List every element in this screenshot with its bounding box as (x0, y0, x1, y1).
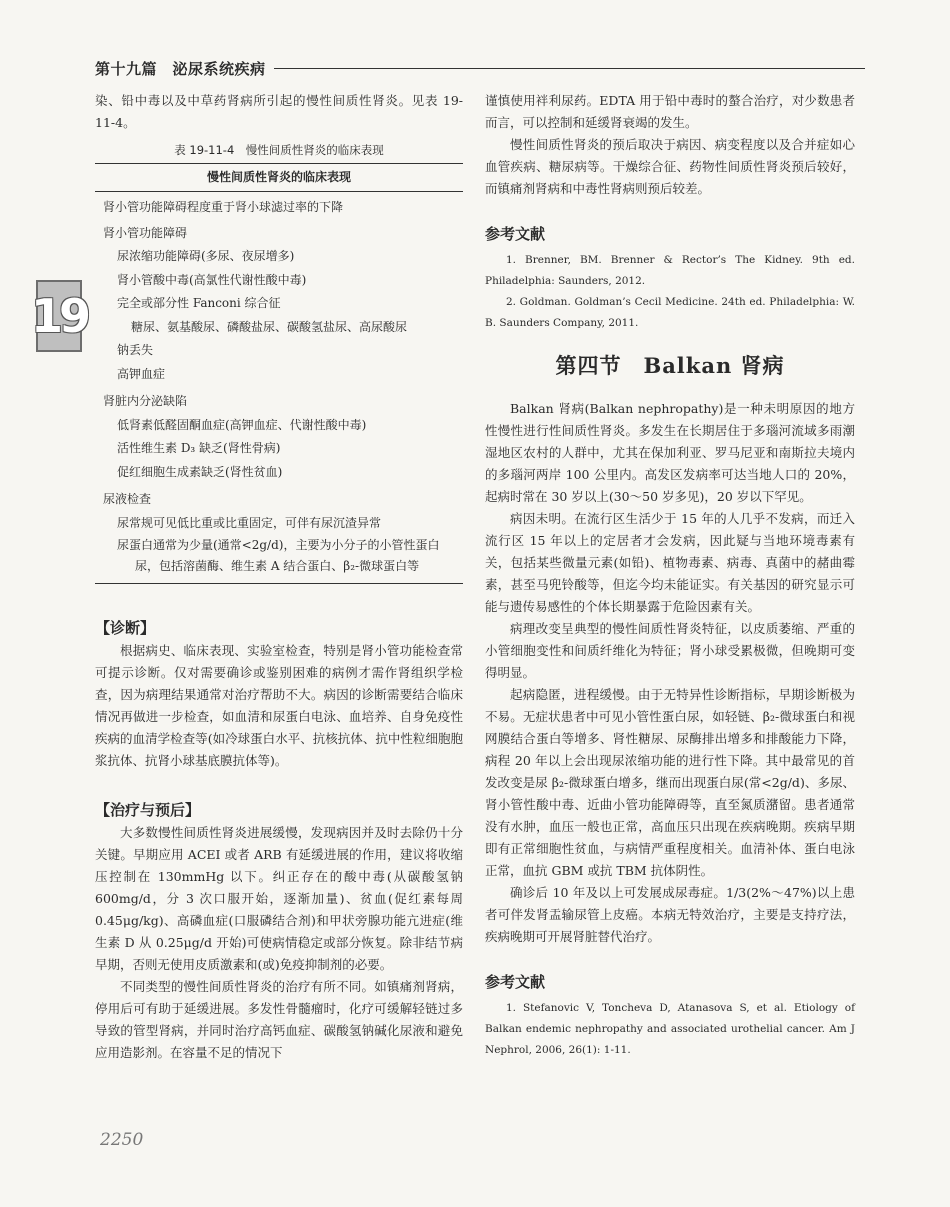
body-paragraph: 起病隐匿，进程缓慢。由于无特异性诊断指标，早期诊断极为不易。无症状患者中可见小管性蛋白尿，如轻链、β₂-微球蛋白和视网膜结合蛋白等增多、肾性糖尿、尿酶排出增多和排酸能力下降，病程 20 年以上会出现尿浓缩功能的进行性下降。其中最常见的首发改变是尿 β₂-微球蛋白增多，继而出现蛋白尿(常<2g/d)、多尿、肾小管性酸中毒、近曲小管功能障碍等，直至氮质潴留。患者通常没有水肿，血压一般也正常，高血压只出现在疾病晚期。疾病早期即有正常细胞性贫血，与病情严重程度相关。血清补体、蛋白电泳正常，血抗 GBM 或抗 TBM 抗体阴性。 (485, 687, 855, 878)
body-paragraph: 病理改变呈典型的慢性间质性肾炎特征，以皮质萎缩、严重的小管细胞变性和间质纤维化为特征；肾小球受累极微，但晚期可变得明显。 (485, 621, 855, 680)
treatment-paragraph: 不同类型的慢性间质性肾炎的治疗有所不同。如镇痛剂肾病，停用后可有助于延缓进展。多发性骨髓瘤时，化疗可缓解轻链过多导致的管型肾病，并同时治疗高钙血症、碳酸氢钠碱化尿液和避免应用造影剂。在容量不足的情况下 (95, 979, 463, 1060)
continued-paragraph: 谨慎使用袢利尿药。EDTA 用于铅中毒时的螯合治疗，对少数患者而言，可以控制和延缓肾衰竭的发生。 (485, 93, 855, 130)
section-title: 第四节 Balkan 肾病 (555, 353, 785, 378)
table-row (95, 535, 463, 577)
table-caption: 表 19-11-4 慢性间质性肾炎的临床表现 (174, 143, 384, 157)
references-heading: 参考文献 (485, 973, 546, 991)
clinical-table (95, 163, 463, 584)
table-row: 肾小管功能障碍程度重于肾小球滤过率的下降 (103, 200, 344, 214)
table-row: 尿浓缩功能障碍(多尿、夜尿增多) (117, 249, 295, 263)
table-row: 高钾血症 (117, 366, 166, 381)
left-column (95, 90, 463, 1064)
right-column (485, 90, 855, 1061)
body-paragraph: Balkan 肾病(Balkan nephropathy)是一种未明原因的地方性慢性进行性间质性肾炎。多发生在长期居住于多瑙河流域多雨潮湿地区农村的人群中，尤其在保加利亚、罗马尼亚和南斯拉夫境内的多瑙河两岸 100 公里内。高发区发病率可达当地人口的 20%，起病时常在 30 岁以上(30～50 岁多见)，20 岁以下罕见。 (485, 401, 855, 504)
table-row: 肾小管功能障碍 (103, 225, 188, 240)
page-number: 2250 (100, 1130, 144, 1150)
table-row: 低肾素低醛固酮血症(高钾血症、代谢性酸中毒) (117, 417, 367, 432)
diagnosis-paragraph: 根据病史、临床表现、实验室检查，特别是肾小管功能检查常可提示诊断。仅对需要确诊或鉴别困难的病例才需作肾组织学检查，因为病理结果通常对治疗帮助不大。病因的诊断需要结合临床情况再做进一步检查，如血清和尿蛋白电泳、血培养、自身免疫性疾病的血清学检查等(如冷球蛋白水平、抗核抗体、抗中性粒细胞胞浆抗体、抗肾小球基底膜抗体等)。 (95, 643, 463, 768)
references-heading: 参考文献 (485, 225, 546, 243)
header-title: 第十九篇 泌尿系统疾病 (95, 60, 266, 78)
table-row: 完全或部分性 Fanconi 综合征 (117, 296, 281, 310)
diagnosis-heading: 【诊断】 (95, 619, 156, 637)
table-row: 尿常规可见低比重或比重固定，可伴有尿沉渣异常 (117, 515, 382, 530)
treatment-heading: 【治疗与预后】 (95, 801, 201, 819)
table-row: 肾小管酸中毒(高氯性代谢性酸中毒) (117, 272, 307, 287)
table-row: 糖尿、氨基酸尿、磷酸盐尿、碳酸氢盐尿、高尿酸尿 (131, 319, 408, 334)
reference-item: 2. Goldman. Goldman’s Cecil Medicine. 24th ed. Philadelphia: W. B. Saunders Company, 2011. (485, 296, 855, 329)
table-header: 慢性间质性肾炎的临床表现 (95, 164, 463, 192)
treatment-paragraph: 大多数慢性间质性肾炎进展缓慢，发现病因并及时去除仍十分关键。早期应用 ACEI 或者 ARB 有延缓进展的作用，建议将收缩压控制在 130mmHg 以下。纠正存在的酸中毒(从碳酸氢钠 600mg/d，分 3 次口服开始，逐渐加量)、贫血(促红素每周 0.45μg/kg)、高磷血症(口服磷结合剂)和甲状旁腺功能亢进症(维生素 D 从 0.25μg/d 开始)可使病情稳定或部分恢复。除非结节病早期，否则无使用皮质激素和(或)免疫抑制剂的必要。 (95, 825, 463, 972)
intro-paragraph: 染、铅中毒以及中草药肾病所引起的慢性间质性肾炎。见表 19-11-4。 (95, 93, 463, 130)
table-row: 尿液检查 (103, 492, 152, 506)
chapter-thumb-tab (31, 280, 88, 352)
prognosis-paragraph: 慢性间质性肾炎的预后取决于病因、病变程度以及合并症如心血管疾病、糖尿病等。干燥综合征、药物性间质性肾炎预后较好，而镇痛剂肾病和中毒性肾病则预后较差。 (485, 137, 855, 196)
reference-item: 1. Brenner, BM. Brenner & Rector’s The Kidney. 9th ed. Philadelphia: Saunders, 2012. (485, 254, 855, 287)
table-row: 活性维生素 D₃ 缺乏(肾性骨病) (117, 441, 281, 455)
thumb-tab-number: 19 (31, 289, 88, 343)
header-rule (274, 68, 865, 69)
body-paragraph: 病因未明。在流行区生活少于 15 年的人几乎不发病，而迁入流行区 15 年以上的定居者才会发病，因此疑与当地环境毒素有关，包括某些微量元素(如铅)、植物毒素、病毒、真菌中的赭曲霉素，甚至马兜铃酸等，但迄今均未能证实。有关基因的研究显示可能与遗传易感性的个体长期暴露于危险因素有关。 (485, 511, 855, 614)
table-row: 钠丢失 (117, 343, 154, 357)
body-paragraph: 确诊后 10 年及以上可发展成尿毒症。1/3(2%～47%)以上患者可伴发肾盂输尿管上皮癌。本病无特效治疗，主要是支持疗法，疾病晚期可开展肾脏替代治疗。 (485, 885, 855, 944)
running-header (95, 58, 865, 79)
table-row: 促红细胞生成素缺乏(肾性贫血) (117, 464, 283, 479)
table-row-text: 尿蛋白通常为少量(通常<2g/d)，主要为小分子的小管性蛋白尿，包括溶菌酶、维生素 A 结合蛋白、β₂-微球蛋白等 (117, 538, 440, 573)
table-row: 肾脏内分泌缺陷 (103, 394, 188, 408)
reference-item: 1. Stefanovic V, Toncheva D, Atanasova S, et al. Etiology of Balkan endemic nephropathy and associated urothelial cancer. Am J Nephrol, 2006, 26(1): 1-11. (485, 1002, 855, 1056)
table-body (95, 192, 463, 583)
